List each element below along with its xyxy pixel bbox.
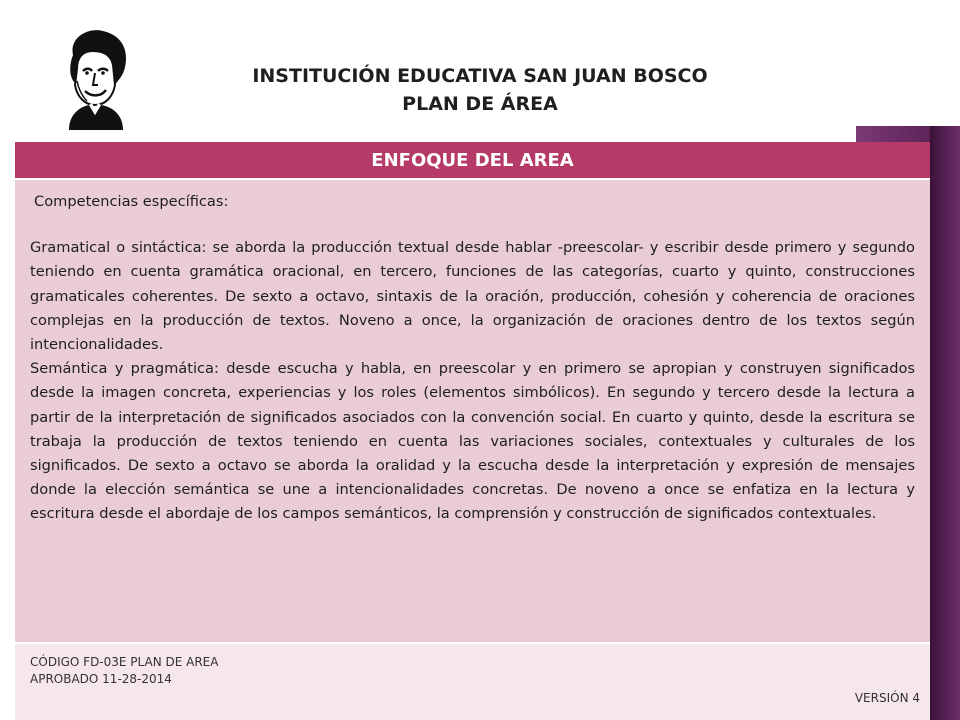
document-name: PLAN DE ÁREA [402, 93, 558, 115]
header-title [180, 62, 780, 118]
section-heading: ENFOQUE DEL AREA [15, 142, 930, 180]
footer-version: VERSIÓN 4 [854, 691, 920, 705]
content-table [15, 142, 930, 720]
paragraph-semantic: Semántica y pragmática: desde escucha y habla, en preescolar y en primero se apropian y construyen significados desde la imagen concreta, experiencias y los roles (elementos simbólicos). En segundo y tercero desde la lectura a partir de la interpretación de significados asociados con la convención social. En cuarto y quinto, desde la escritura se trabaja la producción de textos teniendo en cuenta las variaciones sociales, contextuales y culturales de los significados. De sexto a octavo se aborda la oralidad y la escucha desde la interpretación y expresión de mensajes donde la elección semántica se une a intencionalidades concretas. De noveno a once se enfatiza en la lectura y escritura desde el abordaje de los campos semánticos, la comprensión y construcción de significados contextuales. [30, 360, 915, 523]
section-subtitle: Competencias específicas: [34, 193, 229, 210]
paragraph-grammatical: Gramatical o sintáctica: se aborda la producción textual desde hablar -preescolar- y escribir desde primero y segundo teniendo en cuenta gramática oracional, en tercero, funciones de las categorías, cuarto y quinto, construcciones gramaticales coherentes. De sexto a octavo, sintaxis de la oración, producción, cohesión y coherencia de oraciones complejas en la producción de textos. Noveno a once, la organización de oraciones dentro de los textos según intencionalidades. [30, 239, 915, 354]
section-body [15, 180, 930, 644]
school-logo-icon [55, 25, 135, 130]
footer-code-block [30, 654, 218, 688]
footer-code: CÓDIGO FD-03E PLAN DE AREA [30, 655, 219, 669]
footer-approved: APROBADO 11-28-2014 [30, 672, 172, 686]
footer-row [15, 644, 930, 720]
institution-name: INSTITUCIÓN EDUCATIVA SAN JUAN BOSCO [252, 65, 708, 87]
decorative-band-shadow [930, 126, 960, 720]
